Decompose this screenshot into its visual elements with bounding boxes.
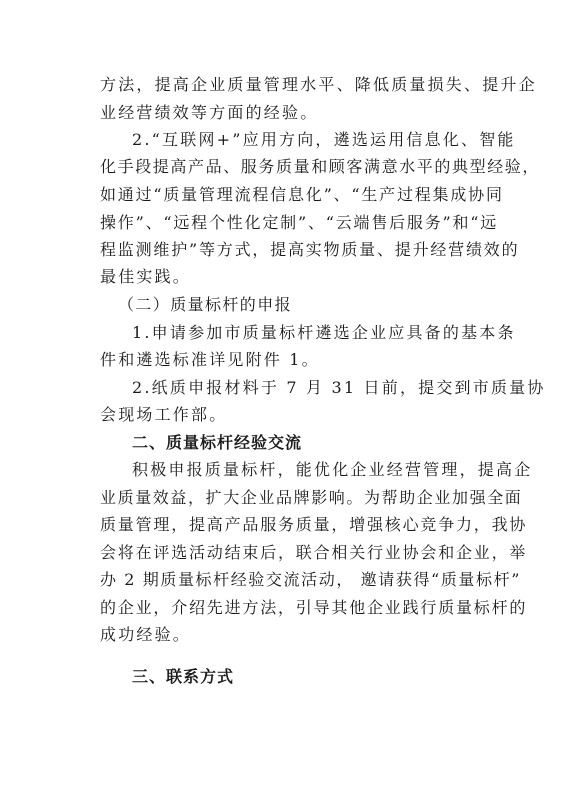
paragraph-line: 会将在评选活动结束后，联合相关行业协会和企业，举 xyxy=(100,543,528,562)
paragraph-line: 积极申报质量标杆，能优化企业经营管理，提高企 xyxy=(132,460,533,479)
paragraph-line: 化手段提高产品、服务质量和顾客满意水平的典型经验， xyxy=(100,157,541,176)
paragraph-line: 如通过“质量管理流程信息化”、“生产过程集成协同 xyxy=(100,185,504,204)
paragraph-line: 2.“互联网+”应用方向，遴选运用信息化、智能 xyxy=(132,130,516,149)
paragraph-line: 2.纸质申报材料于 7 月 31 日前，提交到市质量协 xyxy=(132,378,546,397)
paragraph-line: 方法，提高企业质量管理水平、降低质量损失、提升企 xyxy=(100,75,537,94)
paragraph-line: 质量管理，提高产品服务质量，增强核心竞争力，我协 xyxy=(100,515,528,534)
paragraph-line: 业经营绩效等方面的经验。 xyxy=(100,103,319,122)
paragraph-line: 的企业，介绍先进方法，引导其他企业践行质量标杆的 xyxy=(100,598,528,617)
section-heading: 二、质量标杆经验交流 xyxy=(132,433,303,452)
paragraph-line: 成功经验。 xyxy=(100,625,192,644)
section-subheading: （二）质量标杆的申报 xyxy=(118,295,293,314)
section-heading: 三、联系方式 xyxy=(132,667,235,686)
paragraph-line: 办 2 期质量标杆经验交流活动， 邀请获得“质量标杆” xyxy=(100,570,521,589)
paragraph-line: 最佳实践。 xyxy=(100,267,192,286)
paragraph-line: 会现场工作部。 xyxy=(100,405,228,424)
paragraph-line: 业质量效益，扩大企业品牌影响。为帮助企业加强全面 xyxy=(100,488,523,507)
paragraph-line: 操作”、“远程个性化定制”、“云端售后服务”和“远 xyxy=(100,213,499,232)
paragraph-line: 件和遴选标准详见附件 1。 xyxy=(100,350,320,369)
paragraph-line: 1.申请参加市质量标杆遴选企业应具备的基本条 xyxy=(132,323,516,342)
paragraph-line: 程监测维护”等方式，提高实物质量、提升经营绩效的 xyxy=(100,240,520,259)
